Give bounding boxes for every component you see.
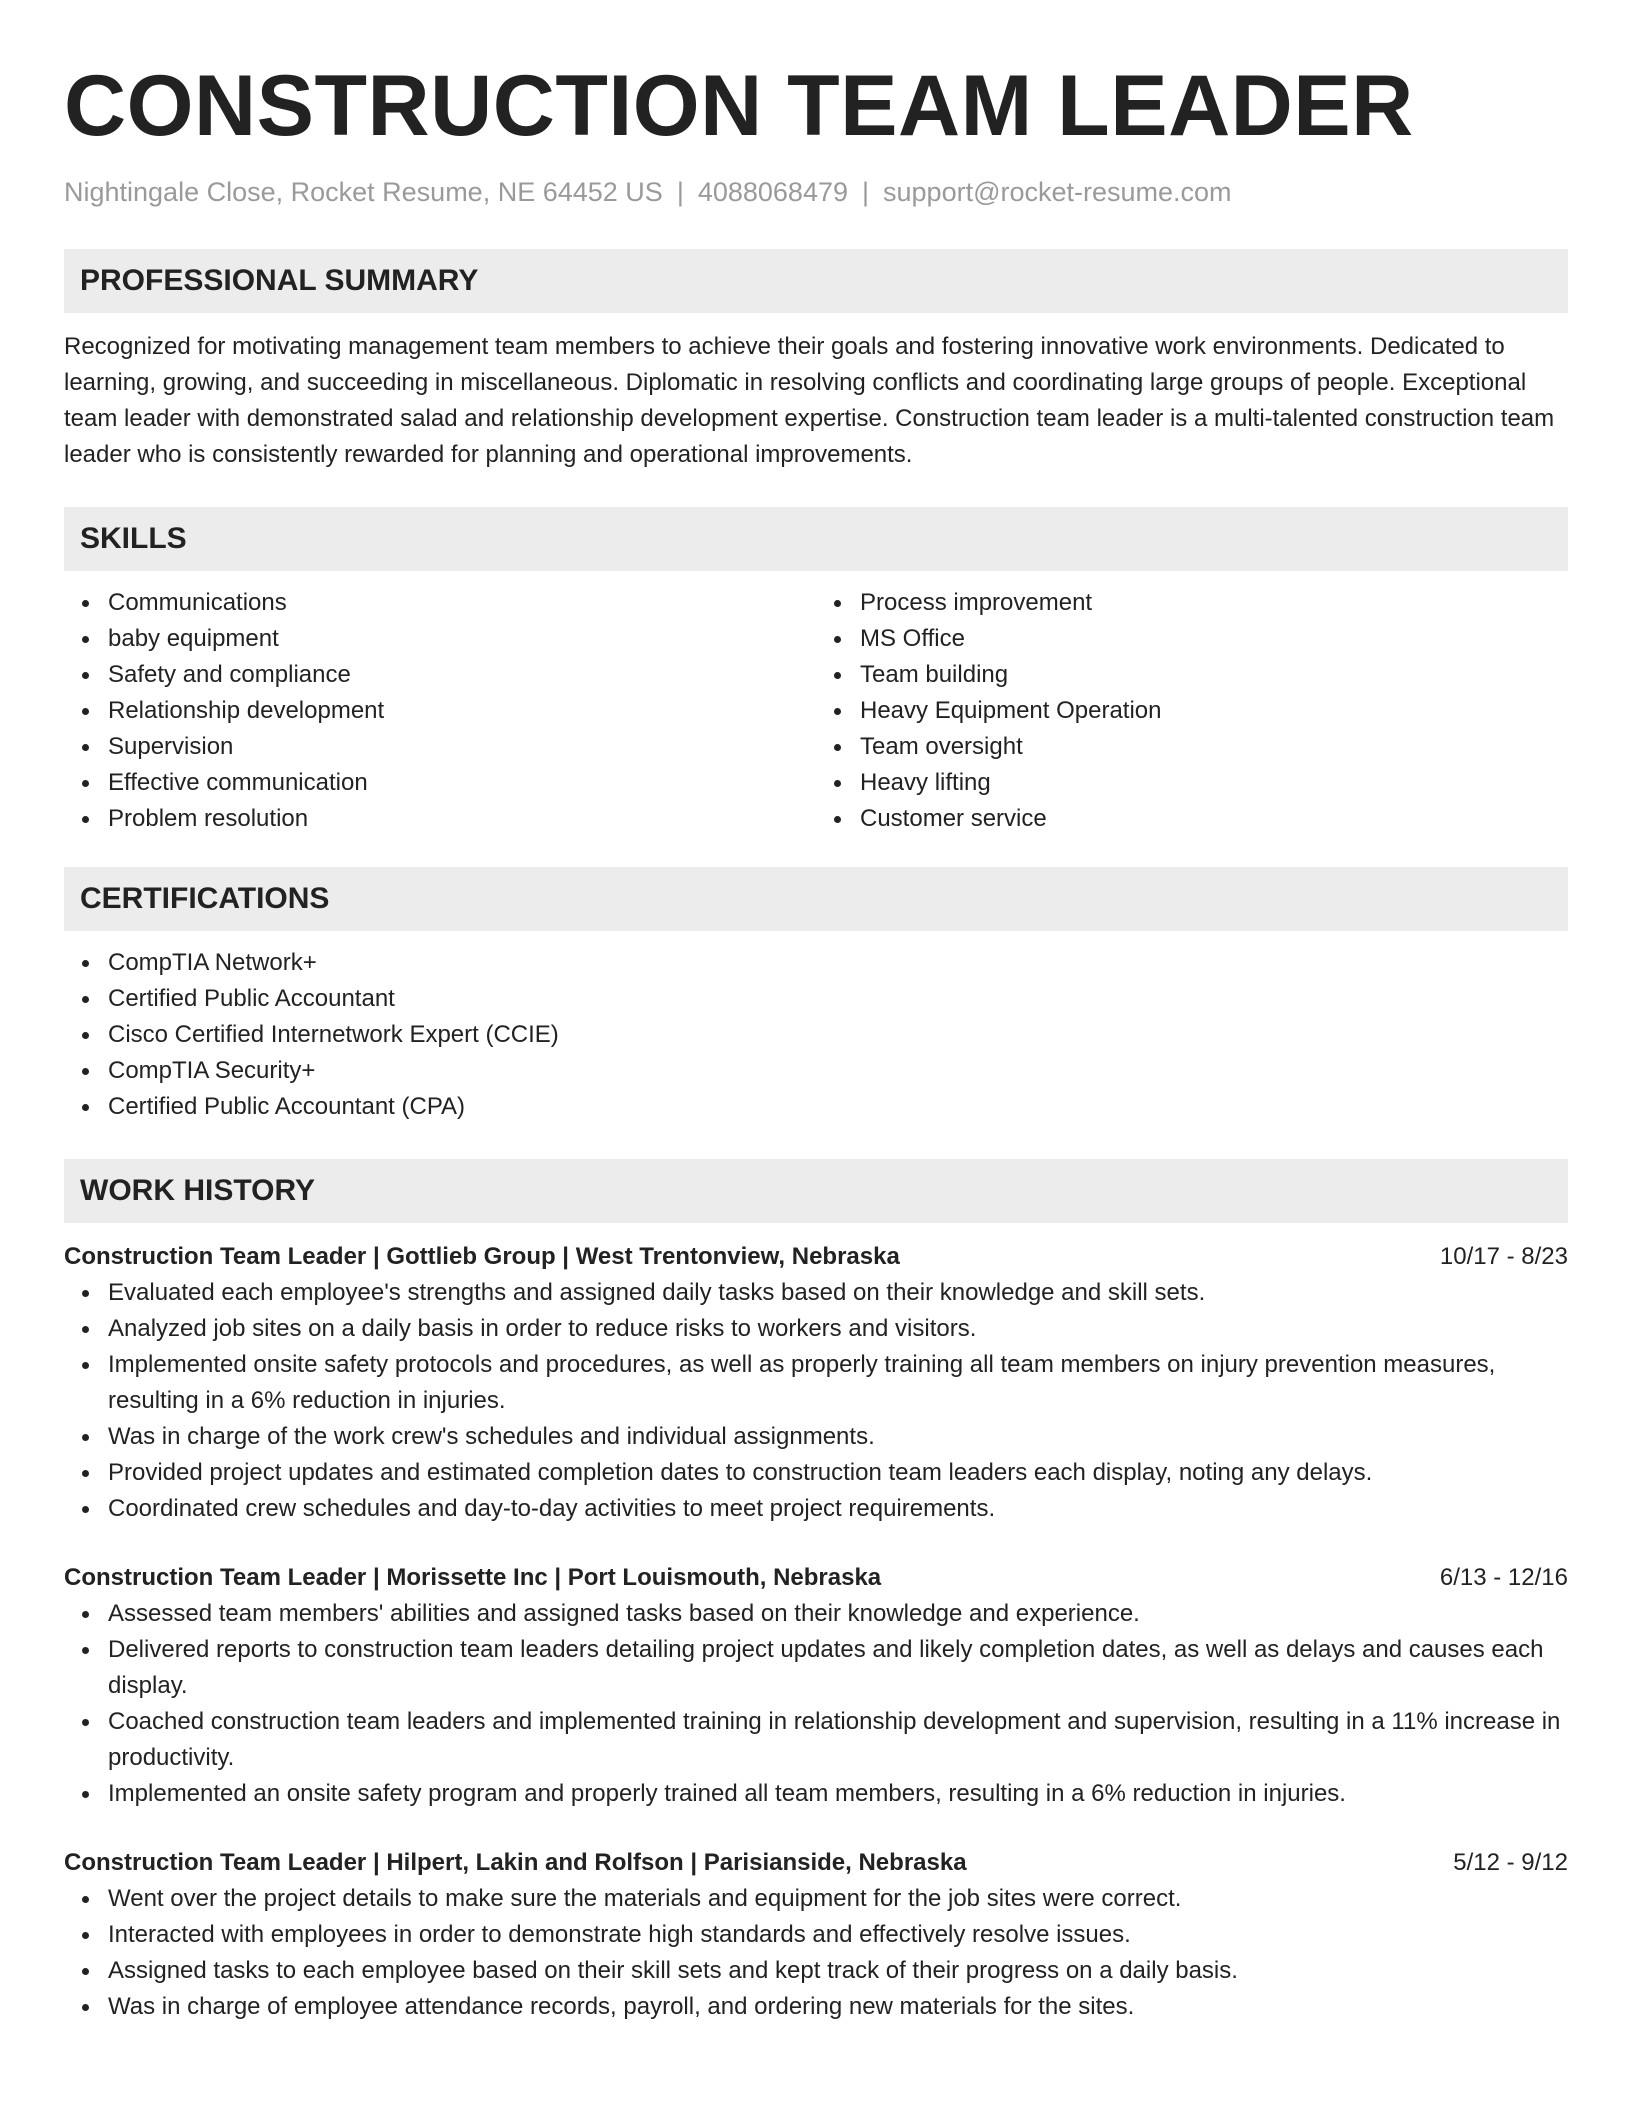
contact-separator: | bbox=[862, 177, 870, 207]
skill-item: Team oversight bbox=[860, 729, 1568, 765]
job-bullet: Analyzed job sites on a daily basis in order to reduce risks to workers and visitors. bbox=[108, 1311, 1568, 1347]
job-bullet: Went over the project details to make sure the materials and equipment for the job sites were correct. bbox=[108, 1881, 1568, 1917]
job-bullet: Was in charge of employee attendance records, payroll, and ordering new materials for the sites. bbox=[108, 1989, 1568, 2025]
job-bullet: Evaluated each employee's strengths and assigned daily tasks based on their knowledge and skill sets. bbox=[108, 1275, 1568, 1311]
skill-item: Process improvement bbox=[860, 585, 1568, 621]
skill-item: Supervision bbox=[108, 729, 816, 765]
certifications-list bbox=[64, 945, 1568, 1125]
skill-item: Safety and compliance bbox=[108, 657, 816, 693]
job-header bbox=[64, 1239, 1568, 1275]
skills-column-right bbox=[816, 585, 1568, 837]
certification-item: Certified Public Accountant (CPA) bbox=[108, 1089, 1568, 1125]
skill-item: Relationship development bbox=[108, 693, 816, 729]
certification-item: Cisco Certified Internetwork Expert (CCIE) bbox=[108, 1017, 1568, 1053]
job-bullet: Coordinated crew schedules and day-to-day activities to meet project requirements. bbox=[108, 1491, 1568, 1527]
skill-item: MS Office bbox=[860, 621, 1568, 657]
certifications-heading: CERTIFICATIONS bbox=[64, 867, 1568, 931]
contact-phone: 4088068479 bbox=[697, 177, 848, 207]
work-history-section bbox=[64, 1159, 1568, 2025]
skill-item: Effective communication bbox=[108, 765, 816, 801]
skills-list-right bbox=[816, 585, 1568, 837]
skills-grid bbox=[64, 585, 1568, 837]
skills-section bbox=[64, 507, 1568, 837]
skill-item: Heavy Equipment Operation bbox=[860, 693, 1568, 729]
job-header bbox=[64, 1845, 1568, 1881]
job-bullet: Interacted with employees in order to demonstrate high standards and effectively resolve issues. bbox=[108, 1917, 1568, 1953]
certification-item: Certified Public Accountant bbox=[108, 981, 1568, 1017]
contact-address: Nightingale Close, Rocket Resume, NE 64452 US bbox=[64, 177, 663, 207]
summary-heading: PROFESSIONAL SUMMARY bbox=[64, 249, 1568, 313]
job-bullet: Delivered reports to construction team leaders detailing project updates and likely completion dates, as well as delays and causes each display. bbox=[108, 1632, 1568, 1704]
job-title: Construction Team Leader | Hilpert, Lakin and Rolfson | Parisianside, Nebraska bbox=[64, 1849, 967, 1876]
skill-item: baby equipment bbox=[108, 621, 816, 657]
job-bullet: Implemented onsite safety protocols and procedures, as well as properly training all team members on injury prevention measures, resulting in a 6% reduction in injuries. bbox=[108, 1347, 1568, 1419]
job-bullets bbox=[64, 1275, 1568, 1527]
job-bullet: Assessed team members' abilities and assigned tasks based on their knowledge and experience. bbox=[108, 1596, 1568, 1632]
job-header bbox=[64, 1560, 1568, 1596]
certification-item: CompTIA Security+ bbox=[108, 1053, 1568, 1089]
job-bullet: Implemented an onsite safety program and properly trained all team members, resulting in a 6% reduction in injuries. bbox=[108, 1776, 1568, 1812]
summary-text: Recognized for motivating management team members to achieve their goals and fostering innovative work environments. Dedicated to learning, growing, and succeeding in miscellaneous. Diplomatic in resolving conflicts and coordinating large groups of people. Exceptional team leader with demonstrated salad and relationship development expertise. Construction team leader is a multi-talented construction team leader who is consistently rewarded for planning and operational improvements. bbox=[64, 333, 1555, 468]
skills-column-left bbox=[64, 585, 816, 837]
job-bullets bbox=[64, 1596, 1568, 1812]
job-dates: 6/13 - 12/16 bbox=[1439, 1564, 1568, 1591]
certifications-section bbox=[64, 867, 1568, 1125]
job-dates: 10/17 - 8/23 bbox=[1439, 1243, 1568, 1270]
job-dates: 5/12 - 9/12 bbox=[1453, 1849, 1568, 1876]
job-title: Construction Team Leader | Gottlieb Group | West Trentonview, Nebraska bbox=[64, 1243, 900, 1270]
job-title: Construction Team Leader | Morissette Inc | Port Louismouth, Nebraska bbox=[64, 1564, 882, 1591]
job-bullet: Assigned tasks to each employee based on their skill sets and kept track of their progress on a daily basis. bbox=[108, 1953, 1568, 1989]
job-bullet: Was in charge of the work crew's schedules and individual assignments. bbox=[108, 1419, 1568, 1455]
skill-item: Heavy lifting bbox=[860, 765, 1568, 801]
summary-section bbox=[64, 249, 1568, 473]
skill-item: Team building bbox=[860, 657, 1568, 693]
work-history-heading: WORK HISTORY bbox=[64, 1159, 1568, 1223]
skills-list-left bbox=[64, 585, 816, 837]
job-bullet: Provided project updates and estimated completion dates to construction team leaders each display, noting any delays. bbox=[108, 1455, 1568, 1491]
job-bullet: Coached construction team leaders and implemented training in relationship development and supervision, resulting in a 11% increase in productivity. bbox=[108, 1704, 1568, 1776]
skills-heading: SKILLS bbox=[64, 507, 1568, 571]
skill-item: Customer service bbox=[860, 801, 1568, 837]
contact-separator: | bbox=[676, 177, 684, 207]
skill-item: Communications bbox=[108, 585, 816, 621]
contact-email: support@rocket-resume.com bbox=[883, 177, 1232, 207]
job-entry bbox=[64, 1560, 1568, 1812]
job-bullets bbox=[64, 1881, 1568, 2025]
skill-item: Problem resolution bbox=[108, 801, 816, 837]
job-entry bbox=[64, 1845, 1568, 2025]
job-entry bbox=[64, 1239, 1568, 1527]
certification-item: CompTIA Network+ bbox=[108, 945, 1568, 981]
contact-line bbox=[64, 174, 1568, 210]
resume-name: CONSTRUCTION TEAM LEADER bbox=[64, 58, 1414, 154]
